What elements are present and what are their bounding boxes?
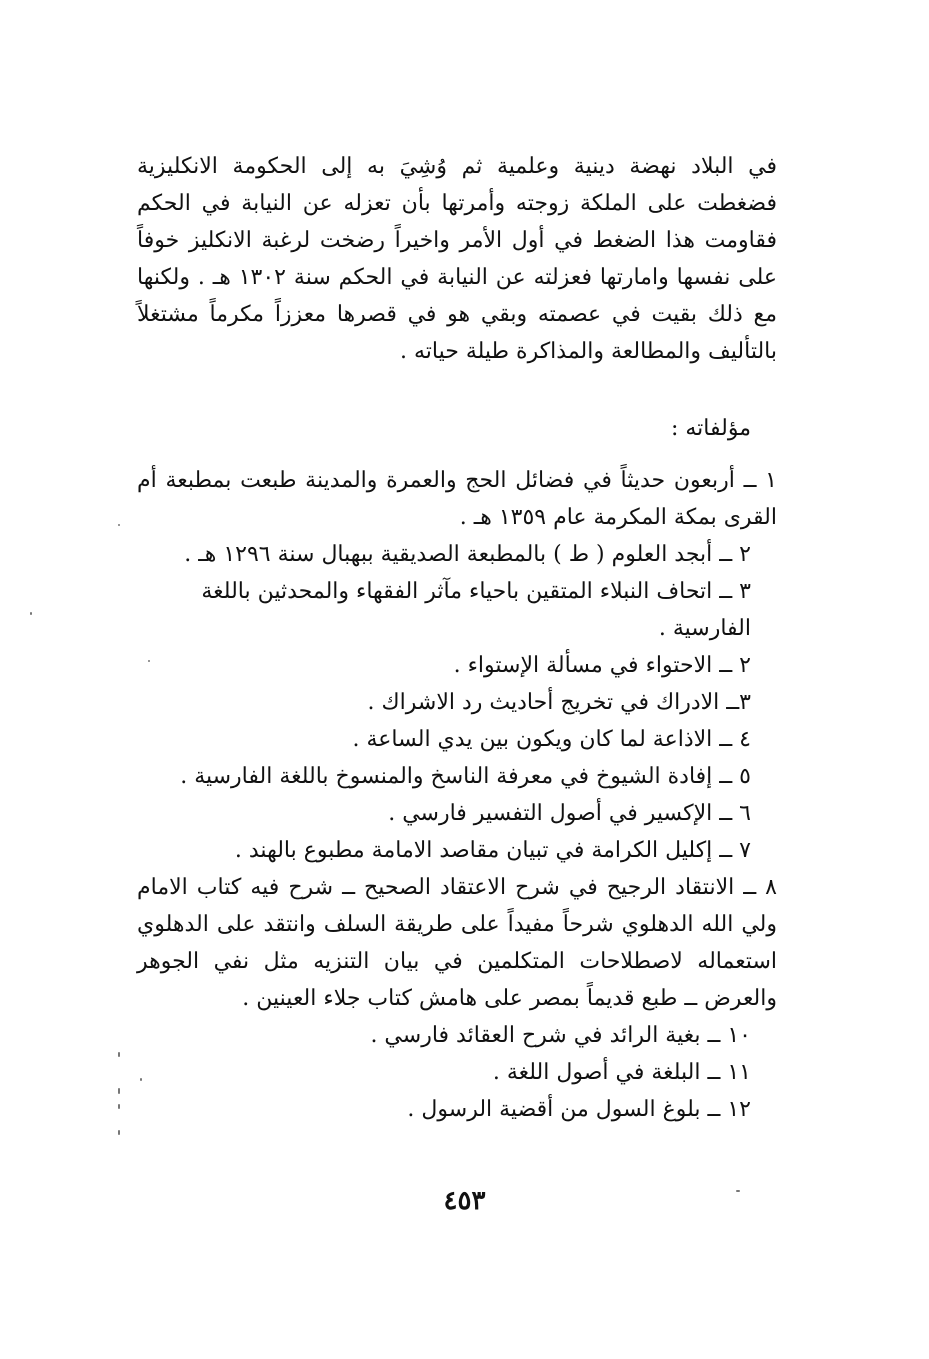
works-item: ١ ــ أربعون حديثاً في فضائل الحج والعمرة والمدينة طبعت بمطبعة أم القرى بمكة المكرمة عام ١٣٥٩ هـ . [137,468,777,530]
works-item: ٣ ــ اتحاف النبلاء المتقين باحياء مآثر الفقهاء والمحدثين باللغة الفارسية . [201,579,751,641]
works-item: ٥ ــ إفادة الشيوخ في معرفة الناسخ والمنسوخ باللغة الفارسية . [180,764,751,789]
scan-speck [736,1190,740,1192]
works-item: ٧ ــ إكليل الكرامة في تبيان مقاصد الامامة مطبوع بالهند . [234,838,751,863]
works-item: ١٢ ــ بلوغ السول من أقضية الرسول . [407,1097,751,1122]
works-item: ٨ ــ الانتقاد الرجيح في شرح الاعتقاد الصحيح ــ شرح فيه كتاب الامام ولي الله الدهلوي شرحاً مفيداً على طريقة السلف وانتقد على الدهلوي استعماله لاصطلاحات المتكلمين في بيان التنزيه مثل نفي الجوهر والعرض ــ طبع قديماً بمصر على هامش كتاب جلاء العينين . [137,875,777,1011]
works-item: ٦ ــ الإكسير في أصول التفسير فارسي . [388,801,751,826]
works-item: ٢ ــ الاحتواء في مسألة الإستواء . [453,653,751,678]
works-item: ٢ ــ أبجد العلوم ( ط ) بالمطبعة الصديقية ببهبال سنة ١٢٩٦ هـ . [184,542,751,567]
scan-speck [140,1078,142,1081]
works-item: ٤ ــ الاذاعة لما كان ويكون بين يدي الساعة . [352,727,751,752]
scan-speck [118,1104,120,1109]
scan-speck [148,660,150,662]
scan-speck [118,1052,120,1057]
works-item: ٣ــ الادراك في تخريج أحاديث رد الاشراك . [367,690,751,715]
page-number: ٤٥٣ [443,1186,486,1216]
works-heading: مؤلفاته : [670,416,751,441]
scan-speck [118,524,120,526]
scan-speck [30,612,32,615]
works-item: ١٠ ــ بغية الرائد في شرح العقائد فارسي . [370,1023,751,1048]
scan-speck [118,1088,120,1094]
scan-speck [118,1130,120,1135]
works-list [137,462,777,1128]
biography-paragraph: في البلاد نهضة دينية وعلمية ثم وُشِيَ به إلى الحكومة الانكليزية فضغطت على الملكة زوجته وأمرتها بأن تعزله عن النيابة في الحكم فقاومت هذا الضغط في أول الأمر واخيراً رضخت لرغبة الانكليز خوفاً على نفسها وامارتها فعزلته عن النيابة في الحكم سنة ١٣٠٢ هـ . ولكنها مع ذلك بقيت في عصمته وبقي هو في قصرها معززاً مكرماً مشتغلاً بالتأليف والمطالعة والمذاكرة طيلة حياته . [137,154,777,364]
works-item: ١١ ــ البلغة في أصول اللغة . [492,1060,751,1085]
